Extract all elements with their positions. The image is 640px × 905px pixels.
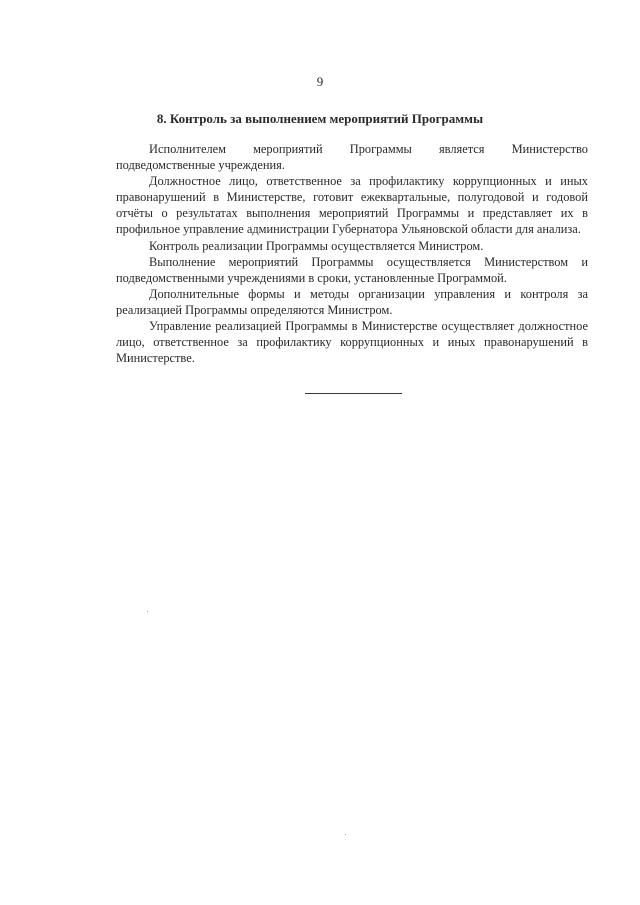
paragraph-execution: Выполнение мероприятий Программы осуществляется Министерством и подведомственными учреждениями в сроки, установленные Программой. bbox=[116, 254, 588, 285]
scan-speck bbox=[147, 611, 148, 612]
scan-speck bbox=[345, 834, 346, 835]
paragraph-executor: Исполнителем мероприятий Программы является Министерство подведомственные учреждения. bbox=[116, 142, 588, 173]
section-heading: 8. Контроль за выполнением мероприятий Программы bbox=[156, 111, 484, 126]
section-body bbox=[116, 141, 588, 366]
paragraph-control: Контроль реализации Программы осуществляется Министром. bbox=[149, 238, 484, 253]
paragraph-management: Управление реализацией Программы в Министерстве осуществляет должностное лицо, ответственное за профилактику коррупционных и иных правонарушений в Министерстве. bbox=[116, 319, 588, 366]
end-of-section-rule bbox=[305, 393, 402, 394]
page-number: 9 bbox=[316, 74, 324, 89]
paragraph-additional-methods: Дополнительные формы и методы организации управления и контроля за реализацией Программы определяются Министром. bbox=[116, 286, 588, 317]
paragraph-reporting: Должностное лицо, ответственное за профилактику коррупционных и иных правонарушений в Министерстве, готовит ежеквартальные, полугодовой и годовой отчёты о результатах выполнения мероприятий Программы и представляет их в профильное управление администрации Губернатора Ульяновской области для анализа. bbox=[116, 174, 588, 237]
